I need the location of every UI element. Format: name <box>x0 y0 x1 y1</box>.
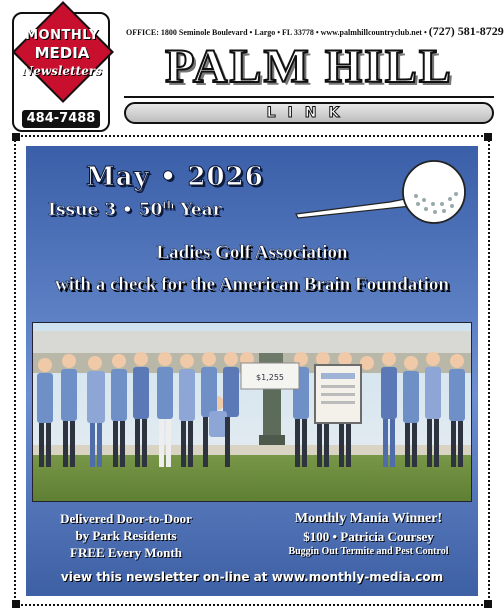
golf-ball-tee-icon <box>294 154 470 232</box>
office-info <box>126 24 504 39</box>
logo-line-monthly: MONTHLY <box>25 28 99 43</box>
logo-line-media: MEDIA <box>34 44 90 62</box>
mania-sponsor: Buggin Out Termite and Pest Control <box>288 546 449 557</box>
office-phone: (727) 581-8729 <box>428 24 504 38</box>
mania-prize: $100 • Patricia Coursey <box>303 529 434 544</box>
masthead-divider <box>124 96 494 98</box>
frame-corner <box>12 133 20 141</box>
check-amount: $1,255 <box>256 373 284 382</box>
masthead <box>124 38 494 92</box>
monthly-media-logo <box>12 12 108 130</box>
caption-check: with a check for the American Brain Foundation <box>55 274 449 295</box>
mania-winner <box>266 510 471 559</box>
logo-phone: 484-7488 <box>22 110 100 128</box>
masthead-title: PALM HILL <box>165 40 453 93</box>
issue-number <box>48 200 222 220</box>
delivery-line-3: FREE Every Month <box>70 545 182 560</box>
group-photo <box>32 322 472 502</box>
issue-date: May • 2026 <box>86 162 264 192</box>
frame-corner <box>484 600 492 608</box>
delivery-line-2: by Park Residents <box>75 528 177 543</box>
mania-title: Monthly Mania Winner! <box>294 511 443 526</box>
delivery-line-1: Delivered Door-to-Door <box>60 511 192 526</box>
link-banner <box>124 102 494 124</box>
cover-panel <box>26 146 478 596</box>
online-link-text: view this newsletter on-line at www.monthly-media.com <box>60 570 444 584</box>
link-banner-text: LINK <box>266 105 352 121</box>
issue-suffix: Year <box>174 200 222 220</box>
issue-prefix: Issue 3 • 50 <box>48 200 163 220</box>
frame-corner <box>12 600 20 608</box>
caption-ladies-golf: Ladies Golf Association <box>156 242 348 263</box>
logo-frame <box>12 12 110 132</box>
delivery-note <box>46 510 206 561</box>
logo-line-newsletters: Newsletters <box>22 64 102 78</box>
issue-ordinal: th <box>162 200 175 212</box>
frame-corner <box>484 133 492 141</box>
office-address: OFFICE: 1800 Seminole Boulevard • Largo • FL 33778 • www.palmhillcountryclub.net • <box>126 28 427 37</box>
